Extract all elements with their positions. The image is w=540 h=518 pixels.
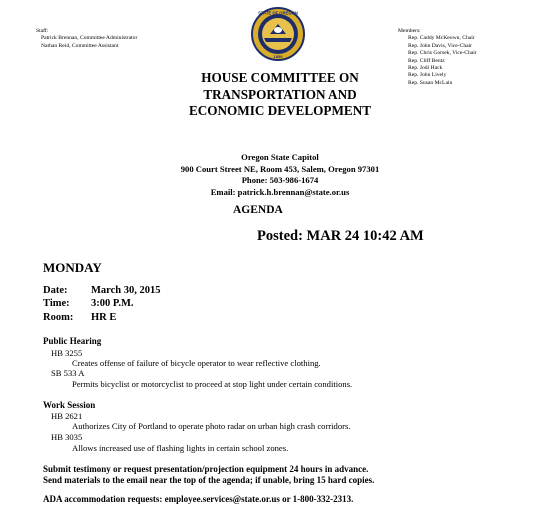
address-email: Email: patrick.h.brennan@state.or.us xyxy=(210,186,350,197)
member-line: Rep. Cliff Bentz xyxy=(408,57,445,64)
committee-title xyxy=(150,70,410,120)
bill-number: HB 3035 xyxy=(51,432,83,442)
public-hearing-heading: Public Hearing xyxy=(43,336,102,346)
bill-description: Allows increased use of flashing lights in certain school zones. xyxy=(72,443,289,453)
bill-number: HB 2621 xyxy=(51,411,83,421)
bill-description: Authorizes City of Portland to operate photo radar on urban high crash corridors. xyxy=(72,421,351,431)
ada-notice: ADA accommodation requests: employee.services@state.or.us or 1-800-332-2313. xyxy=(43,494,354,504)
staff-line: Nathan Reid, Committee Assistant xyxy=(41,42,119,49)
meeting-day: MONDAY xyxy=(43,260,102,275)
staff-block xyxy=(36,28,137,50)
member-line: Rep. Jodi Hack xyxy=(408,65,443,72)
member-line: Rep. Susan McLain xyxy=(408,79,453,86)
member-line: Rep. John Davis, Vice-Chair xyxy=(408,42,473,49)
date-label: Date: xyxy=(43,285,68,296)
date-value: March 30, 2015 xyxy=(91,285,161,296)
committee-title-line: TRANSPORTATION AND xyxy=(203,86,357,102)
address-phone: Phone: 503-986-1674 xyxy=(241,175,319,186)
room-value: HR E xyxy=(91,311,117,323)
bill-number: SB 533 A xyxy=(51,368,85,378)
posted-timestamp: Posted: MAR 24 10:42 AM xyxy=(257,228,424,244)
time-value: 3:00 P.M. xyxy=(91,298,134,310)
address-street: 900 Court Street NE, Room 453, Salem, Oregon 97301 xyxy=(180,163,380,174)
room-label: Room: xyxy=(43,311,74,323)
state-seal-logo xyxy=(250,6,306,62)
member-line: Rep. John Lively xyxy=(408,72,447,79)
note-line: Submit testimony or request presentation/projection equipment 24 hours in advance. xyxy=(43,464,369,474)
staff-heading: Staff: xyxy=(36,28,49,34)
bill-description: Creates offense of failure of bicycle operator to wear reflective clothing. xyxy=(72,358,321,368)
submission-notes xyxy=(43,464,374,487)
time-label: Time: xyxy=(43,298,70,310)
svg-text:1859: 1859 xyxy=(273,54,283,59)
svg-text:STATE OF OREGON: STATE OF OREGON xyxy=(258,10,298,16)
member-line: Rep. Chris Gorsek, Vice-Chair xyxy=(408,50,477,57)
staff-line: Patrick Brennan, Committee Administrator xyxy=(41,35,138,42)
committee-title-line: ECONOMIC DEVELOPMENT xyxy=(188,103,372,118)
work-session-heading: Work Session xyxy=(43,400,96,410)
committee-title-line: HOUSE COMMITTEE ON xyxy=(201,70,359,85)
bill-number: HB 3255 xyxy=(51,348,83,358)
address-place: Oregon State Capitol xyxy=(241,152,319,162)
agenda-label: AGENDA xyxy=(233,204,283,216)
bill-description: Permits bicyclist or motorcyclist to proceed at stop light under certain conditions. xyxy=(72,379,353,389)
note-line: Send materials to the email near the top of the agenda; if unable, bring 15 hard copies. xyxy=(43,475,375,486)
meeting-details xyxy=(43,284,161,324)
members-heading: Members: xyxy=(398,28,421,34)
address-block xyxy=(120,152,440,198)
member-line: Rep. Caddy McKeown, Chair xyxy=(408,35,475,42)
